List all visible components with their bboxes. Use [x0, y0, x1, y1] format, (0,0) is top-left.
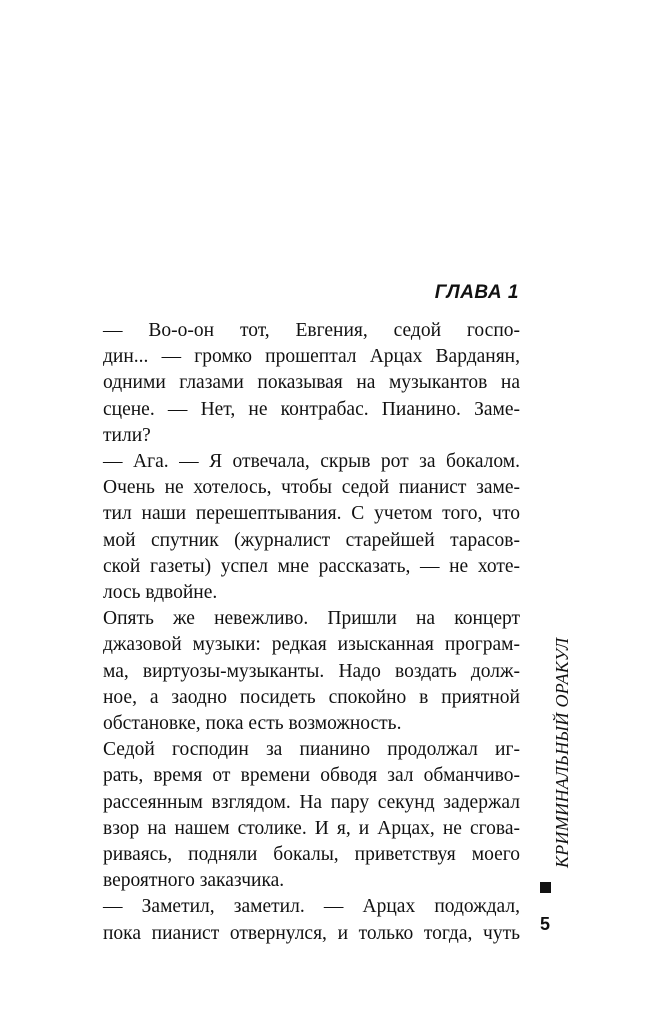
text-line: рать, время от времени обводя зал обманчиво- [103, 765, 520, 787]
paragraph-4 [74, 737, 520, 894]
text-line: вероятного заказчика. [103, 870, 285, 892]
text-line: одними глазами показывая на музыкантов на [103, 372, 520, 394]
text-line: — Во-о-он тот, Евгения, седой госпо- [103, 320, 520, 341]
chapter-title: ГЛАВА 1 [434, 282, 519, 303]
text-line: ма, виртуозы-музыканты. Надо воздать долж- [103, 660, 520, 682]
text-line: обстановке, пока есть возможность. [103, 713, 402, 735]
text-line: Опять же невежливо. Пришли на концерт [103, 608, 520, 630]
body-text [74, 318, 520, 947]
paragraph-3 [74, 606, 520, 737]
text-line: Седой господин за пианино продолжал иг- [103, 739, 520, 761]
text-line: лось вдвойне. [103, 582, 218, 604]
text-line: тил наши перешептывания. С учетом того, что [103, 503, 520, 525]
text-line: мой спутник (журналист старейшей тарасов- [103, 529, 520, 551]
page-number: 5 [540, 914, 551, 934]
text-line: пока пианист отвернулся, и только тогда, чуть [103, 922, 520, 944]
text-line: Очень не хотелось, чтобы седой пианист заме- [103, 477, 520, 499]
text-line: — Заметил, заметил. — Арцах подождал, [103, 896, 520, 918]
text-line: риваясь, подняли бокалы, приветствуя моего [103, 844, 520, 866]
text-line: дин... — громко прошептал Арцах Варданян, [103, 346, 520, 368]
text-line: взор на нашем столике. И я, и Арцах, не сгова- [103, 817, 520, 839]
text-line: ное, а заодно посидеть спокойно в приятной [103, 686, 520, 708]
text-line: ской газеты) успел мне рассказать, — не хоте- [103, 555, 520, 577]
text-line: рассеянным взглядом. На пару секунд задержал [103, 791, 520, 813]
square-marker [540, 882, 551, 893]
paragraph-5 [74, 894, 520, 946]
text-line: — Ага. — Я отвечала, скрыв рот за бокалом. [103, 451, 520, 473]
text-line: джазовой музыки: редкая изысканная програм- [103, 634, 520, 656]
running-title: КРИМИНАЛЬНЫЙ ОРАКУЛ [552, 637, 572, 868]
paragraph-2 [74, 449, 520, 606]
text-line: сцене. — Нет, не контрабас. Пианино. Заме- [103, 398, 520, 420]
paragraph-1 [74, 318, 520, 449]
text-line: тили? [103, 424, 151, 446]
